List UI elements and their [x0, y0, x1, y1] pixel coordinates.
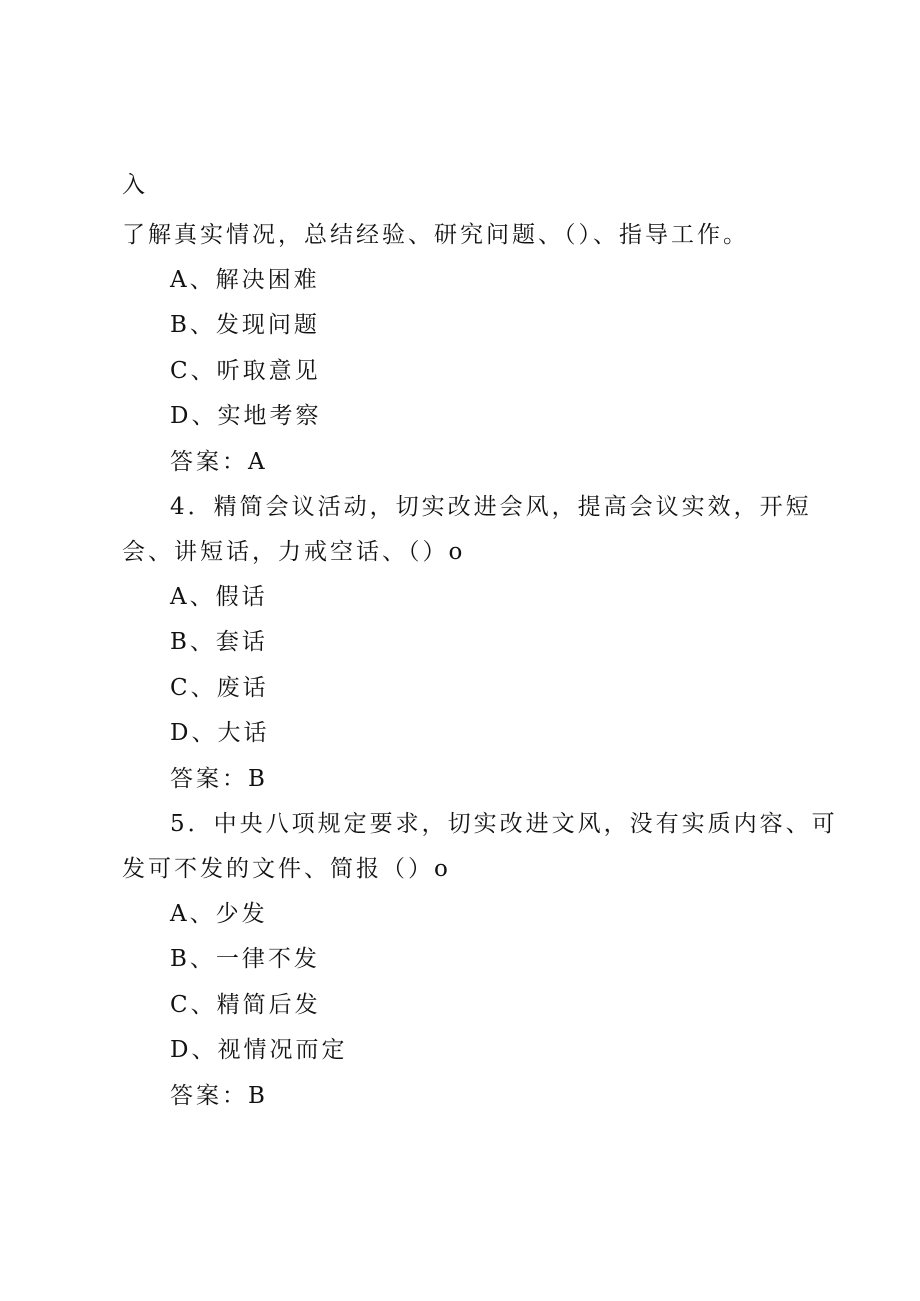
question-4-line-2: 会、讲短话，力戒空话、（）o: [122, 539, 466, 565]
question-3-option-b: B、发现问题: [170, 312, 320, 338]
question-4-line-1: 4．精简会议活动，切实改进会风，提高会议实效，开短: [170, 494, 812, 520]
question-4-option-d: D、大话: [170, 720, 270, 746]
question-4-option-a: A、假话: [170, 584, 268, 610]
question-3-text: 了解真实情况，总结经验、研究问题、（）、指导工作。: [122, 222, 749, 248]
question-5-line-1: 5．中央八项规定要求，切实改进文风，没有实质内容、可: [170, 811, 838, 837]
question-5-answer: 答案：B: [170, 1083, 268, 1109]
continuation-fragment: 入: [122, 172, 148, 198]
question-5-option-a: A、少发: [170, 901, 268, 927]
question-5-line-2: 发可不发的文件、简报（）o: [122, 856, 451, 882]
question-5-option-b: B、一律不发: [170, 946, 320, 972]
question-3-option-d: D、实地考察: [170, 403, 322, 429]
question-5-option-d: D、视情况而定: [170, 1037, 348, 1063]
question-4-option-c: C、废话: [170, 675, 269, 701]
question-3-option-a: A、解决困难: [170, 267, 320, 293]
question-4-option-b: B、套话: [170, 629, 268, 655]
question-3-answer: 答案：A: [170, 449, 268, 475]
question-3-option-c: C、听取意见: [170, 358, 321, 384]
question-4-answer: 答案：B: [170, 766, 268, 792]
question-5-option-c: C、精简后发: [170, 992, 321, 1018]
